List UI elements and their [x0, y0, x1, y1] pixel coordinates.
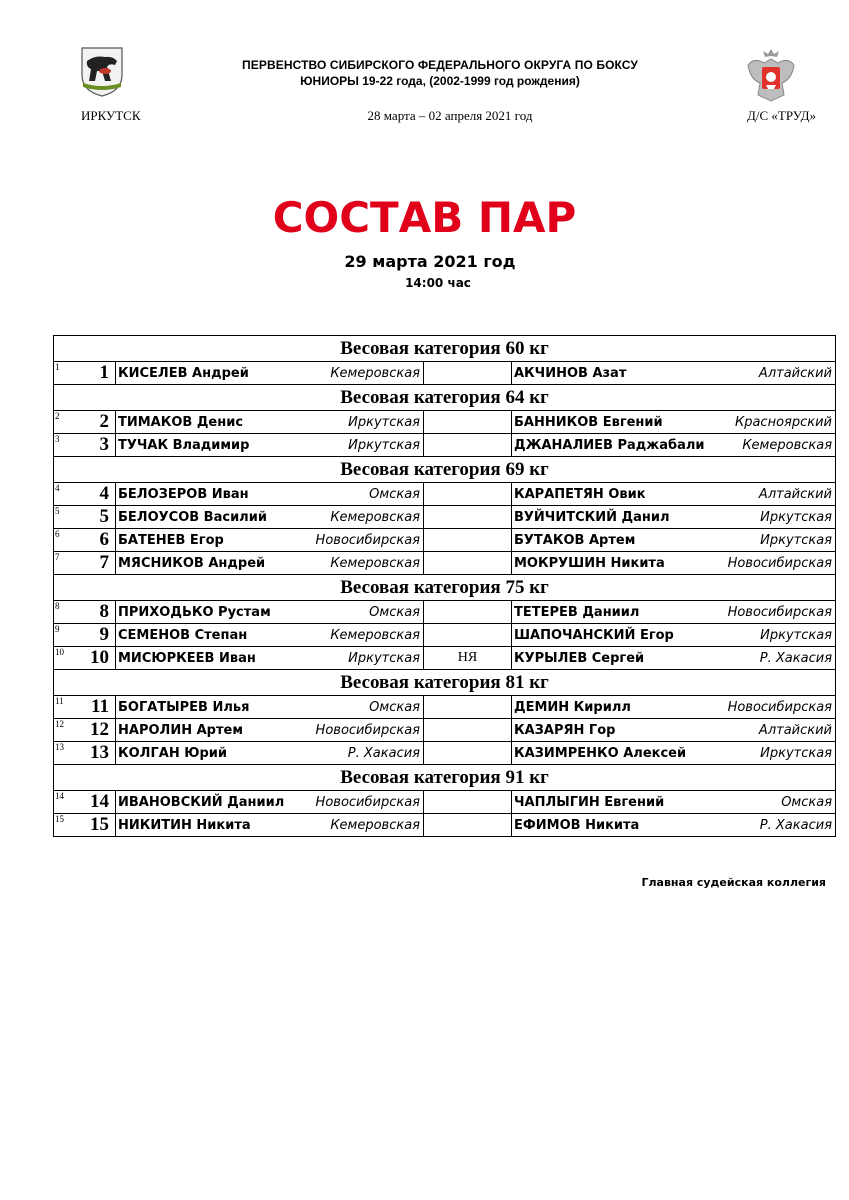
pair-row: [54, 411, 836, 434]
judges-signature: Главная судейская коллегия: [641, 876, 826, 889]
pair-number: 8: [99, 601, 109, 622]
bout-result-mark: [424, 601, 512, 624]
pair-number: 10: [90, 647, 109, 668]
blue-corner-region: Р. Хакасия: [712, 814, 836, 837]
blue-corner-region: Омская: [712, 791, 836, 814]
red-corner-region: Иркутская: [306, 434, 424, 457]
pair-number: 14: [90, 791, 109, 812]
red-corner-boxer: БАТЕНЕВ Егор: [116, 529, 306, 552]
bout-result-mark: [424, 506, 512, 529]
red-corner-region: Омская: [306, 601, 424, 624]
blue-corner-region: Алтайский: [712, 483, 836, 506]
blue-corner-region: Алтайский: [712, 719, 836, 742]
row-index: 14: [55, 791, 64, 801]
pair-number: 3: [99, 434, 109, 455]
blue-corner-region: Новосибирская: [712, 601, 836, 624]
pair-number-cell: [54, 362, 116, 385]
blue-corner-region: Иркутская: [712, 529, 836, 552]
blue-corner-boxer: ТЕТЕРЕВ Даниил: [512, 601, 712, 624]
weight-category-label: Весовая категория 60 кг: [54, 336, 836, 362]
red-corner-boxer: МИСЮРКЕЕВ Иван: [116, 647, 306, 670]
red-corner-boxer: МЯСНИКОВ Андрей: [116, 552, 306, 575]
bout-result-mark: [424, 552, 512, 575]
pair-row: [54, 434, 836, 457]
blue-corner-region: Новосибирская: [712, 696, 836, 719]
blue-corner-region: Иркутская: [712, 506, 836, 529]
pair-number: 5: [99, 506, 109, 527]
pair-number: 11: [91, 696, 109, 717]
pair-row: [54, 647, 836, 670]
row-index: 2: [55, 411, 60, 421]
red-corner-region: Кемеровская: [306, 552, 424, 575]
red-corner-boxer: КИСЕЛЕВ Андрей: [116, 362, 306, 385]
blue-corner-boxer: БАННИКОВ Евгений: [512, 411, 712, 434]
bout-result-mark: [424, 742, 512, 765]
pair-number: 7: [99, 552, 109, 573]
bout-result-mark: [424, 434, 512, 457]
pair-number-cell: [54, 552, 116, 575]
pair-row: [54, 362, 836, 385]
red-corner-boxer: БЕЛОЗЕРОВ Иван: [116, 483, 306, 506]
blue-corner-region: Алтайский: [712, 362, 836, 385]
weight-category-label: Весовая категория 75 кг: [54, 575, 836, 601]
event-dates: 28 марта – 02 апреля 2021 год: [367, 108, 533, 123]
pair-number: 9: [99, 624, 109, 645]
blue-corner-boxer: ШАПОЧАНСКИЙ Егор: [512, 624, 712, 647]
pair-row: [54, 624, 836, 647]
row-index: 6: [55, 529, 60, 539]
red-corner-boxer: СЕМЕНОВ Степан: [116, 624, 306, 647]
red-corner-region: Омская: [306, 696, 424, 719]
pair-row: [54, 814, 836, 837]
red-corner-region: Иркутская: [306, 647, 424, 670]
pair-number-cell: [54, 696, 116, 719]
pair-number: 6: [99, 529, 109, 550]
russian-eagle-emblem-icon: [744, 45, 798, 105]
page-title: СОСТАВ ПАР: [272, 193, 577, 242]
row-index: 4: [55, 483, 60, 493]
row-index: 9: [55, 624, 60, 634]
blue-corner-region: Иркутская: [712, 624, 836, 647]
row-index: 7: [55, 552, 60, 562]
weight-category-label: Весовая категория 91 кг: [54, 765, 836, 791]
pair-row: [54, 742, 836, 765]
weight-category-label: Весовая категория 64 кг: [54, 385, 836, 411]
blue-corner-boxer: ДЖАНАЛИЕВ Раджабали: [512, 434, 712, 457]
red-corner-region: Новосибирская: [306, 529, 424, 552]
pair-row: [54, 791, 836, 814]
row-index: 13: [55, 742, 64, 752]
pair-row: [54, 719, 836, 742]
pair-number: 2: [99, 411, 109, 432]
pair-number: 4: [99, 483, 109, 504]
weight-category-row: [54, 765, 836, 791]
pair-row: [54, 696, 836, 719]
row-index: 12: [55, 719, 64, 729]
blue-corner-region: Иркутская: [712, 742, 836, 765]
row-index: 5: [55, 506, 60, 516]
bout-date: 29 марта 2021 год: [344, 252, 516, 271]
bout-result-mark: НЯ: [424, 647, 512, 670]
row-index: 10: [55, 647, 64, 657]
red-corner-region: Омская: [306, 483, 424, 506]
red-corner-region: Новосибирская: [306, 719, 424, 742]
championship-subtitle: ЮНИОРЫ 19-22 года, (2002-1999 год рождения): [300, 74, 580, 88]
red-corner-boxer: ТИМАКОВ Денис: [116, 411, 306, 434]
bout-time: 14:00 час: [405, 276, 471, 290]
pair-number-cell: [54, 483, 116, 506]
pair-number-cell: [54, 411, 116, 434]
red-corner-region: Р. Хакасия: [306, 742, 424, 765]
championship-title: ПЕРВЕНСТВО СИБИРСКОГО ФЕДЕРАЛЬНОГО ОКРУГА ПО БОКСУ: [242, 58, 638, 72]
pair-row: [54, 552, 836, 575]
red-corner-region: Новосибирская: [306, 791, 424, 814]
blue-corner-boxer: КУРЫЛЕВ Сергей: [512, 647, 712, 670]
red-corner-boxer: ПРИХОДЬКО Рустам: [116, 601, 306, 624]
bout-result-mark: [424, 791, 512, 814]
blue-corner-region: Красноярский: [712, 411, 836, 434]
blue-corner-region: Кемеровская: [712, 434, 836, 457]
pair-number-cell: [54, 647, 116, 670]
blue-corner-boxer: КАЗАРЯН Гор: [512, 719, 712, 742]
bout-result-mark: [424, 814, 512, 837]
blue-corner-boxer: БУТАКОВ Артем: [512, 529, 712, 552]
red-corner-boxer: КОЛГАН Юрий: [116, 742, 306, 765]
weight-category-row: [54, 457, 836, 483]
red-corner-region: Кемеровская: [306, 506, 424, 529]
red-corner-boxer: ТУЧАК Владимир: [116, 434, 306, 457]
weight-category-label: Весовая категория 81 кг: [54, 670, 836, 696]
bout-result-mark: [424, 483, 512, 506]
blue-corner-boxer: ДЕМИН Кирилл: [512, 696, 712, 719]
row-index: 11: [55, 696, 64, 706]
pair-row: [54, 506, 836, 529]
venue: Д/С «ТРУД»: [746, 108, 816, 123]
pair-number-cell: [54, 791, 116, 814]
row-index: 1: [55, 362, 60, 372]
bout-result-mark: [424, 362, 512, 385]
pair-number-cell: [54, 506, 116, 529]
weight-category-row: [54, 336, 836, 362]
pair-number-cell: [54, 814, 116, 837]
weight-category-label: Весовая категория 69 кг: [54, 457, 836, 483]
pair-row: [54, 601, 836, 624]
bout-result-mark: [424, 696, 512, 719]
pair-number-cell: [54, 529, 116, 552]
pair-number-cell: [54, 601, 116, 624]
red-corner-boxer: НИКИТИН Никита: [116, 814, 306, 837]
pair-row: [54, 483, 836, 506]
blue-corner-boxer: КАРАПЕТЯН Овик: [512, 483, 712, 506]
blue-corner-boxer: АКЧИНОВ Азат: [512, 362, 712, 385]
red-corner-boxer: ИВАНОВСКИЙ Даниил: [116, 791, 306, 814]
bout-result-mark: [424, 624, 512, 647]
pair-number-cell: [54, 434, 116, 457]
pair-number-cell: [54, 624, 116, 647]
pair-number: 1: [99, 362, 109, 383]
red-corner-region: Иркутская: [306, 411, 424, 434]
blue-corner-boxer: МОКРУШИН Никита: [512, 552, 712, 575]
row-index: 15: [55, 814, 64, 824]
pair-row: [54, 529, 836, 552]
irkutsk-coat-of-arms-icon: [81, 47, 123, 97]
pair-number-cell: [54, 719, 116, 742]
blue-corner-boxer: КАЗИМРЕНКО Алексей: [512, 742, 712, 765]
red-corner-boxer: БОГАТЫРЕВ Илья: [116, 696, 306, 719]
red-corner-region: Кемеровская: [306, 624, 424, 647]
bout-result-mark: [424, 529, 512, 552]
bout-result-mark: [424, 411, 512, 434]
red-corner-boxer: НАРОЛИН Артем: [116, 719, 306, 742]
weight-category-row: [54, 575, 836, 601]
weight-category-row: [54, 670, 836, 696]
blue-corner-boxer: ЧАПЛЫГИН Евгений: [512, 791, 712, 814]
row-index: 3: [55, 434, 60, 444]
pairs-table: [53, 335, 836, 837]
red-corner-boxer: БЕЛОУСОВ Василий: [116, 506, 306, 529]
blue-corner-boxer: ЕФИМОВ Никита: [512, 814, 712, 837]
blue-corner-region: Р. Хакасия: [712, 647, 836, 670]
pair-number: 12: [90, 719, 109, 740]
blue-corner-region: Новосибирская: [712, 552, 836, 575]
weight-category-row: [54, 385, 836, 411]
red-corner-region: Кемеровская: [306, 814, 424, 837]
pair-number-cell: [54, 742, 116, 765]
row-index: 8: [55, 601, 60, 611]
blue-corner-boxer: ВУЙЧИТСКИЙ Данил: [512, 506, 712, 529]
red-corner-region: Кемеровская: [306, 362, 424, 385]
city: ИРКУТСК: [81, 108, 141, 123]
pair-number: 15: [90, 814, 109, 835]
bout-result-mark: [424, 719, 512, 742]
pair-number: 13: [90, 742, 109, 763]
